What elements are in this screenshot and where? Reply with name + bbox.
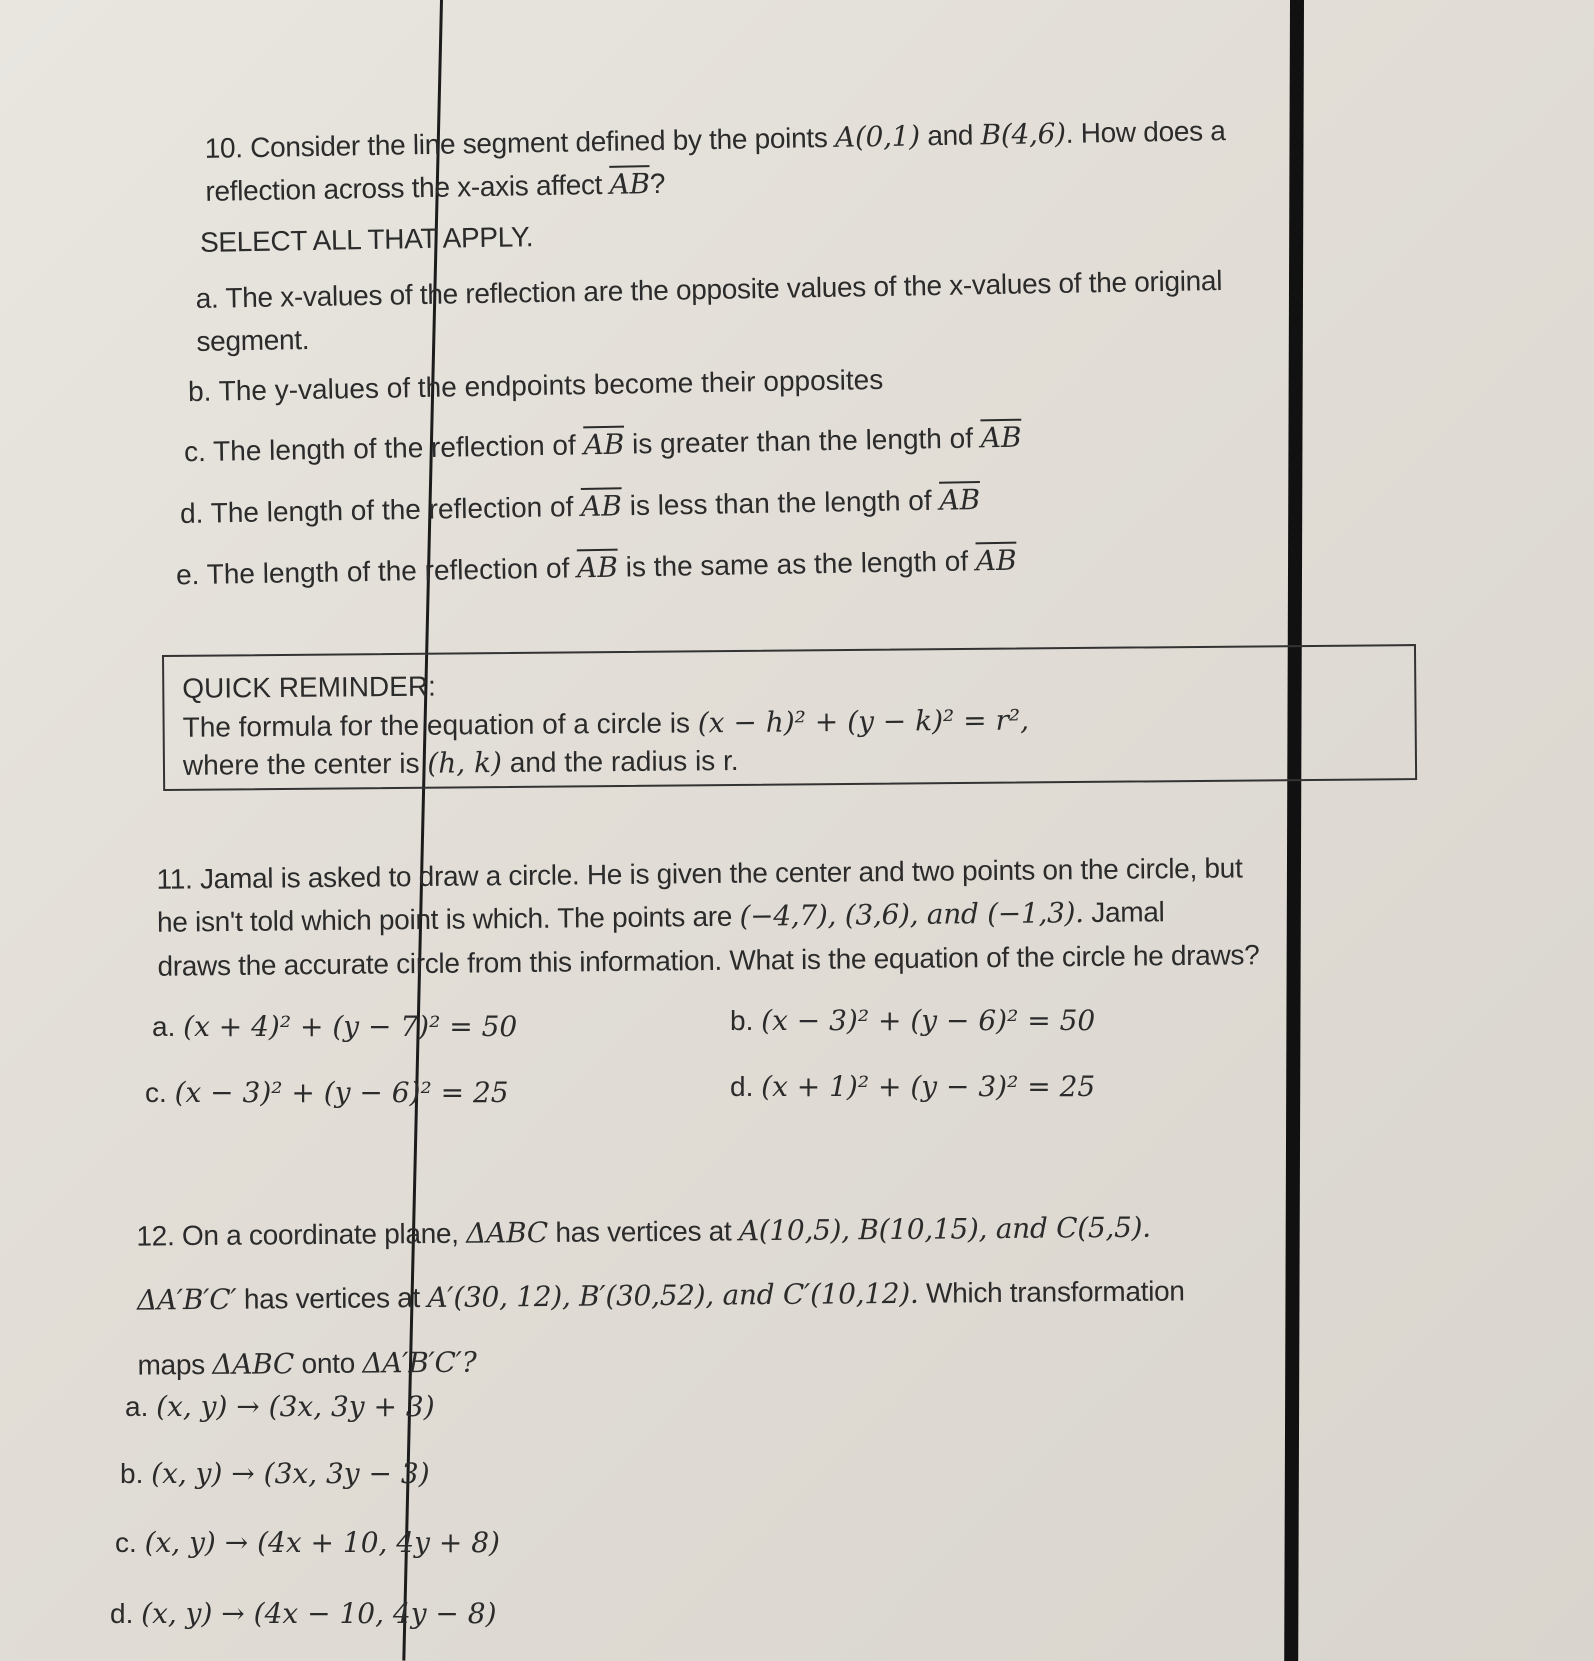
q11-option-d[interactable]: d. (x + 1)² + (y − 3)² = 25 bbox=[730, 1070, 1096, 1103]
reminder-formula-line: The formula for the equation of a circle is (x − h)² + (y − k)² = r², bbox=[182, 703, 1030, 743]
q12-stem: 12. On a coordinate plane, ΔABC has vertices at A(10,5), B(10,15), and C(5,5). ΔA′B′C′ has vertices at A′(30, 12), B′(30,52), and C′(10,12). Which transformation maps ΔABC onto ΔA′B′C′? bbox=[136, 1210, 1185, 1381]
q11-stem: 11. Jamal is asked to draw a circle. He is given the center and two points on the circle, but he isn't told which point is which. The points are (−4,7), (3,6), and (−1,3). Jamal draws the accurate circle from this information. What is the equation of the circle he draws? bbox=[156, 852, 1260, 982]
q10-instruction: SELECT ALL THAT APPLY. bbox=[199, 221, 534, 258]
q10-stem: 10. Consider the line segment defined by the points A(0,1) and B(4,6). How does a reflection across the x-axis affect $\overline{AB}$? bbox=[204, 115, 1226, 208]
q10-option-d[interactable]: d. The length of the reflection of $\overline{AB}$ is less than the length of $\overline{AB}$ bbox=[179, 483, 981, 529]
reminder-title: QUICK REMINDER: bbox=[182, 670, 436, 704]
q11-option-a[interactable]: a. (x + 4)² + (y − 7)² = 50 bbox=[152, 1010, 518, 1043]
q10-option-a[interactable]: a. The x-values of the reflection are the opposite values of the x-values of the original segment. bbox=[195, 265, 1223, 358]
q10-option-b[interactable]: b. The y-values of the endpoints become their opposites bbox=[187, 363, 884, 408]
q11-option-b[interactable]: b. (x − 3)² + (y − 6)² = 50 bbox=[730, 1004, 1096, 1037]
q11-option-c[interactable]: c. (x − 3)² + (y − 6)² = 25 bbox=[145, 1076, 509, 1109]
q12-option-b[interactable]: b. (x, y) → (3x, 3y − 3) bbox=[120, 1457, 430, 1490]
quick-reminder-box bbox=[162, 644, 1417, 791]
q12-option-d[interactable]: d. (x, y) → (4x − 10, 4y − 8) bbox=[110, 1597, 497, 1630]
q12-option-a[interactable]: a. (x, y) → (3x, 3y + 3) bbox=[125, 1390, 435, 1423]
q12-option-c[interactable]: c. (x, y) → (4x + 10, 4y + 8) bbox=[115, 1526, 500, 1559]
reminder-center-line: where the center is (h, k) and the radius is r. bbox=[182, 744, 739, 781]
marker-line-artifact bbox=[1284, 0, 1304, 1661]
q10-option-e[interactable]: e. The length of the reflection of $\overline{AB}$ is the same as the length of $\overline{AB}$ bbox=[175, 543, 1017, 591]
q10-option-c[interactable]: c. The length of the reflection of $\overline{AB}$ is greater than the length of $\overline{AB}$ bbox=[183, 420, 1022, 468]
